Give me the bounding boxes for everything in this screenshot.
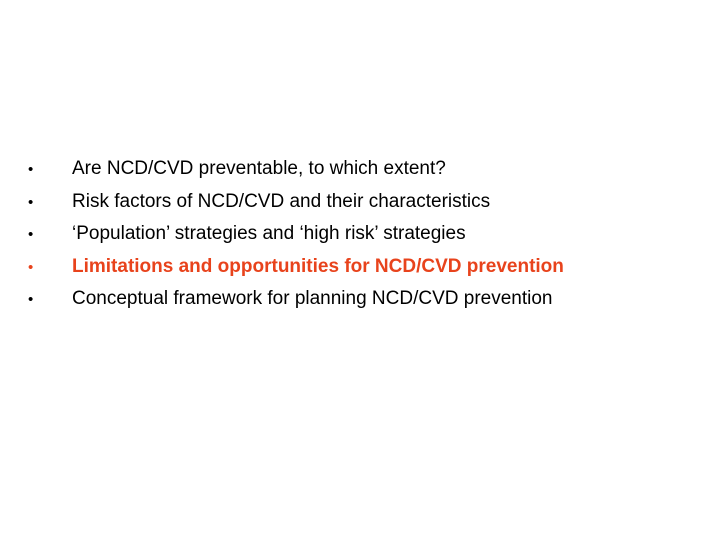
bullet-list bbox=[28, 158, 564, 321]
bullet-text: Limitations and opportunities for NCD/CVD prevention bbox=[72, 255, 564, 277]
bullet-marker: • bbox=[28, 258, 34, 276]
bullet-item bbox=[28, 223, 564, 256]
bullet-marker: • bbox=[28, 161, 34, 178]
bullet-text: ‘Population’ strategies and ‘high risk’ strategies bbox=[72, 223, 466, 244]
bullet-item bbox=[28, 288, 564, 321]
bullet-marker: • bbox=[28, 193, 34, 211]
bullet-marker: • bbox=[28, 291, 34, 308]
bullet-text: Are NCD/CVD preventable, to which extent? bbox=[72, 158, 446, 179]
bullet-item-highlighted bbox=[28, 256, 564, 289]
bullet-item bbox=[28, 158, 564, 191]
bullet-marker: • bbox=[28, 226, 34, 243]
bullet-text: Conceptual framework for planning NCD/CVD prevention bbox=[72, 288, 553, 309]
bullet-text: Risk factors of NCD/CVD and their characteristics bbox=[72, 190, 491, 212]
bullet-item bbox=[28, 191, 564, 224]
